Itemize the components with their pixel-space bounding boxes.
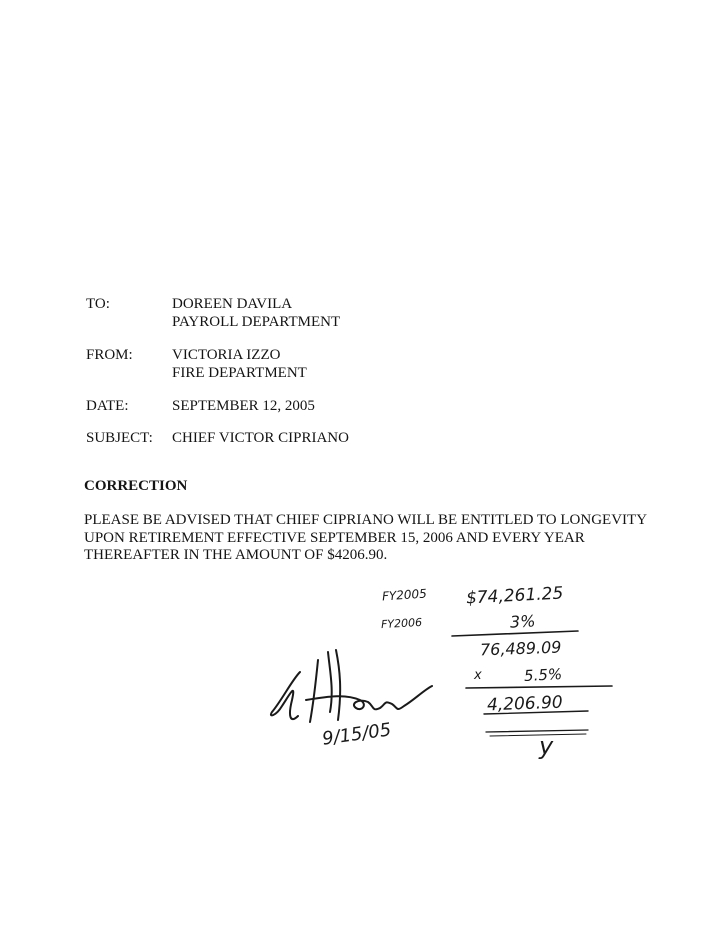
date-label: DATE:	[86, 398, 129, 414]
handwritten-multiply-sign: x	[474, 668, 482, 683]
calc-underline-2	[466, 686, 612, 688]
handwritten-fy2006-total: 76,489.09	[479, 637, 562, 660]
body-line-2: UPON RETIREMENT EFFECTIVE SEPTEMBER 15, 2006 AND EVERY YEAR	[84, 529, 585, 546]
from-department: FIRE DEPARTMENT	[172, 365, 307, 381]
calc-underline-1	[452, 631, 578, 636]
signature-scribble	[271, 650, 432, 722]
to-department: PAYROLL DEPARTMENT	[172, 314, 341, 330]
handwritten-fy2006-label: FY2006	[380, 615, 423, 632]
from-name: VICTORIA IZZO	[172, 347, 281, 363]
body-line-1: PLEASE BE ADVISED THAT CHIEF CIPRIANO WILL BE ENTITLED TO LONGEVITY	[84, 512, 648, 528]
calc-underline-4	[486, 730, 588, 732]
handwritten-percent-increase: 3%	[509, 611, 536, 632]
date-value: SEPTEMBER 12, 2005	[172, 398, 315, 414]
from-value	[172, 346, 307, 382]
to-value	[172, 295, 340, 331]
handwritten-longevity-percent: 5.5%	[523, 665, 563, 685]
calc-underline-5	[490, 734, 586, 736]
handwritten-longevity-result: 4,206.90	[486, 692, 564, 716]
handwritten-fy2005-label: FY2005	[381, 586, 428, 604]
subject-value: CHIEF VICTOR CIPRIANO	[172, 430, 349, 446]
memo-body	[84, 512, 648, 565]
handwritten-check-mark: y	[539, 732, 554, 760]
from-label: FROM:	[86, 347, 133, 363]
handwritten-signature-date: 9/15/05	[320, 719, 393, 750]
to-name: DOREEN DAVILA	[172, 296, 293, 312]
body-line-3: THEREAFTER IN THE AMOUNT OF $4206.90.	[84, 547, 388, 563]
correction-heading: CORRECTION	[84, 478, 188, 494]
to-label: TO:	[86, 296, 110, 312]
subject-label: SUBJECT:	[86, 430, 153, 446]
handwritten-fy2005-value: $74,261.25	[465, 583, 564, 609]
